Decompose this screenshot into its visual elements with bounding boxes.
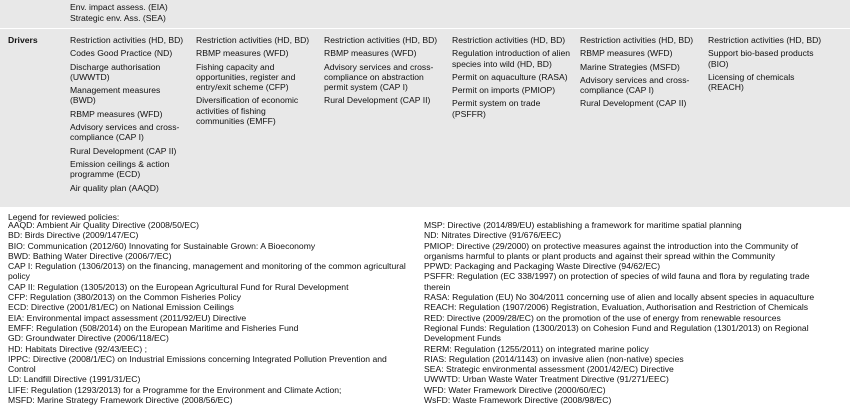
drivers-column-6: [708, 35, 832, 95]
legend-item: PPWD: Packaging and Packaging Waste Directive (94/62/EC): [424, 261, 661, 272]
driver-item: Advisory services and cross-compliance (CAP I): [580, 74, 690, 96]
driver-item: Discharge authorisation (UWWTD): [70, 61, 161, 82]
legend-item: PSFFR: Regulation (EC 338/1997) on protection of species of wild fauna and flora by regulating trade therein: [424, 271, 810, 292]
driver-item: Rural Development (CAP II): [324, 95, 431, 106]
top-rows: [70, 2, 168, 23]
driver-item: Marine Strategies (MSFD): [580, 61, 680, 72]
driver-item: Permit system on trade (PSFFR): [452, 98, 541, 119]
legend-item: Regional Funds: Regulation (1300/2013) on Cohesion Fund and Regulation (1301/2013) on Regional Development Funds: [424, 322, 809, 344]
driver-item: RBMP measures (WFD): [324, 48, 417, 59]
legend-left-column: [8, 220, 416, 405]
driver-item: Diversification of economic activities of fishing communities (EMFF): [196, 95, 299, 127]
legend-item: EMFF: Regulation (508/2014) on the European Maritime and Fisheries Fund: [8, 322, 299, 333]
legend-item: LD: Landfill Directive (1991/31/EC): [8, 374, 141, 385]
driver-item: Licensing of chemicals (REACH): [708, 71, 795, 93]
driver-item: Air quality plan (AAQD): [70, 182, 159, 193]
driver-item: Advisory services and cross-compliance (CAP I): [70, 122, 180, 143]
driver-item: Rural Development (CAP II): [580, 98, 687, 109]
legend-item: SEA: Strategic environmental assessment (2001/42/EC) Directive: [424, 364, 674, 375]
legend-item: CAP II: Regulation (1305/2013) on the European Agricultural Fund for Rural Development: [8, 281, 349, 292]
legend-item: BIO: Communication (2012/60) Innovating for Sustainable Grown: A Bioeconomy: [8, 240, 316, 251]
driver-item: Restriction activities (HD, BD): [708, 35, 822, 45]
legend-item: REACH: Regulation (1907/2006) Registration, Evaluation, Authorisation and Restriction of Chemicals: [424, 302, 809, 313]
legend-item: PMIOP: Directive (29/2000) on protective measures against the introduction into the Community of organisms harmful to plants or plant products and against their spread within the Community: [424, 240, 799, 261]
drivers-row-label: Drivers: [8, 35, 38, 45]
drivers-column-1: [70, 35, 188, 196]
legend-item: MSFD: Marine Strategy Framework Directive (2008/56/EC): [8, 395, 233, 406]
driver-item: Advisory services and cross-compliance on abstraction permit system (CAP I): [324, 61, 434, 93]
driver-item: Restriction activities (HD, BD): [452, 35, 566, 45]
driver-item: Emission ceilings & action programme (ECD): [70, 158, 170, 180]
drivers-column-4: [452, 35, 570, 122]
legend-item: WFD: Water Framework Directive (2000/60/EC): [424, 384, 606, 395]
legend-title: Legend for reviewed policies:: [8, 212, 120, 222]
legend-item: ND: Nitrates Directive (91/676/EEC): [424, 230, 562, 241]
driver-item: Restriction activities (HD, BD): [196, 35, 310, 45]
legend-item: WsFD: Waste Framework Directive (2008/98/EC): [424, 395, 612, 406]
top-row-eia: Env. impact assess. (EIA): [70, 2, 168, 12]
legend-item: HD: Habitats Directive (92/43/EEC) ;: [8, 343, 147, 354]
driver-item: Restriction activities (HD, BD): [580, 35, 694, 45]
drivers-column-3: [324, 35, 442, 109]
legend-item: IPPC: Directive (2008/1/EC) on Industrial Emissions concerning Integrated Pollution Prevention and Control: [8, 353, 387, 375]
row-separator: [0, 28, 850, 29]
legend-right-column: [424, 220, 836, 405]
legend-item: BWD: Bathing Water Directive (2006/7/EC): [8, 250, 172, 261]
legend-item: EIA: Environmental impact assessment (2011/92/EU) Directive: [8, 312, 247, 323]
legend-item: RASA: Regulation (EU) No 304/2011 concerning use of alien and locally absent species in aquaculture: [424, 292, 815, 303]
driver-item: Regulation introduction of alien species into wild (HD, BD): [452, 48, 571, 69]
driver-item: Fishing capacity and opportunities, register and entry/exit scheme (CFP): [196, 61, 296, 93]
driver-item: Restriction activities (HD, BD): [324, 35, 438, 45]
legend-item: RED: Directive (2009/28/EC) on the promotion of the use of energy from renewable resources: [424, 312, 781, 323]
top-row-sea: Strategic env. Ass. (SEA): [70, 12, 166, 23]
legend-item: BD: Birds Directive (2009/147/EC): [8, 230, 139, 241]
legend-item: UWWTD: Urban Waste Water Treatment Directive (91/271/EEC): [424, 374, 669, 385]
driver-item: Codes Good Practice (ND): [70, 48, 173, 59]
drivers-column-5: [580, 35, 698, 112]
legend-item: MSP: Directive (2014/89/EU) establishing a framework for maritime spatial planning: [424, 220, 742, 230]
driver-item: RBMP measures (WFD): [196, 48, 289, 59]
legend-item: GD: Groundwater Directive (2006/118/EC): [8, 333, 169, 344]
driver-item: RBMP measures (WFD): [580, 48, 673, 59]
driver-item: Rural Development (CAP II): [70, 145, 177, 156]
legend-item: CFP: Regulation (380/2013) on the Common Fisheries Policy: [8, 292, 242, 303]
driver-item: Support bio-based products (BIO): [708, 48, 814, 69]
driver-item: Permit on imports (PMIOP): [452, 85, 556, 96]
legend-item: ECD: Directive (2001/81/EC) on National Emission Ceilings: [8, 302, 234, 313]
legend-item: RERM: Regulation (1255/2011) on integrated marine policy: [424, 343, 649, 354]
legend-item: AAQD: Ambient Air Quality Directive (2008/50/EC): [8, 220, 200, 230]
driver-item: Restriction activities (HD, BD): [70, 35, 184, 45]
driver-item: RBMP measures (WFD): [70, 108, 163, 119]
legend-item: LIFE: Regulation (1293/2013) for a Programme for the Environment and Climate Action;: [8, 384, 342, 395]
driver-item: Permit on aquaculture (RASA): [452, 71, 568, 82]
legend-item: RIAS: Regulation (2014/1143) on invasive alien (non-native) species: [424, 353, 684, 364]
drivers-column-2: [196, 35, 314, 129]
driver-item: Management measures (BWD): [70, 85, 161, 106]
legend-item: CAP I: Regulation (1306/2013) on the financing, management and monitoring of the common agricultural policy: [8, 261, 406, 282]
